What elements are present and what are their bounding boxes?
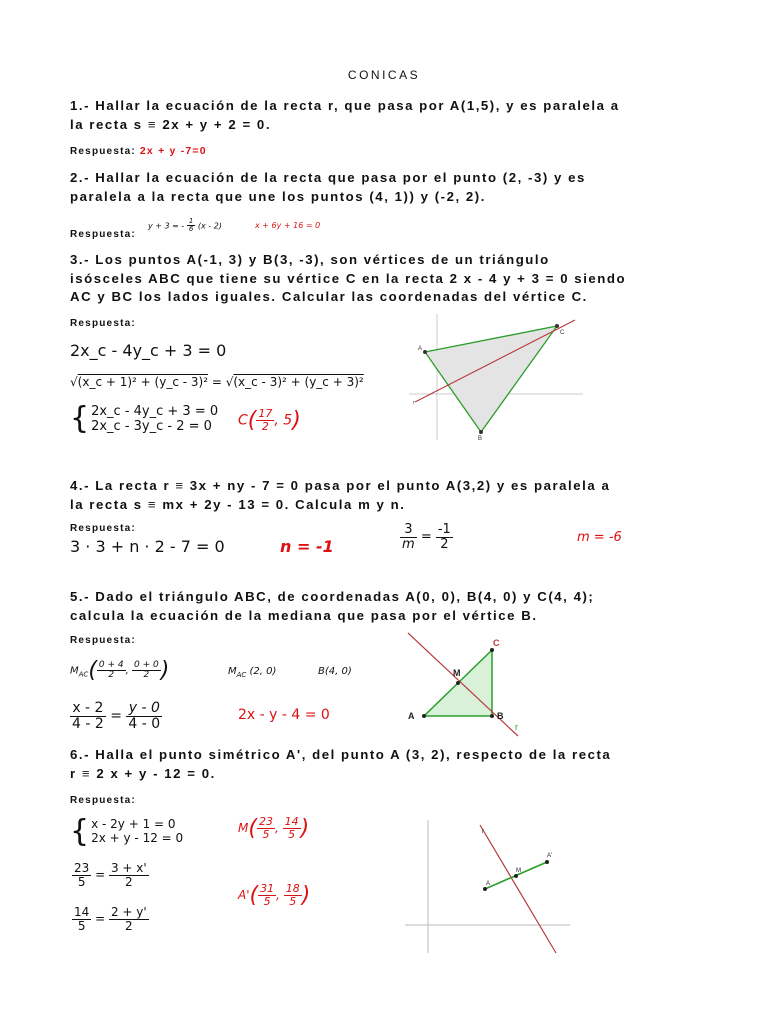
answer-3-sys2: 2x_c - 3y_c - 2 = 0 — [91, 419, 212, 434]
answer-4-m: m = -6 — [577, 530, 622, 545]
answer-2-value: x + 6y + 16 = 0 — [255, 221, 321, 230]
figure-6-point-m — [514, 874, 518, 878]
answer-1 — [70, 145, 207, 157]
answer-5-line-eq: $\frac{x - 2}{4 - 2}$ = $\frac{y - 0}{4 - 0}$ — [72, 700, 161, 732]
answer-6-value: A'( $\frac{31}{5}$ , $\frac{18}{5}$ ) — [238, 882, 311, 908]
question-1-line1: 1.- Hallar la ecuación de la recta r, que pasa por A(1,5), y es paralela a — [70, 98, 620, 113]
answer-4-n: n = -1 — [280, 537, 334, 556]
figure-5-label-c: C — [493, 638, 500, 648]
figure-3-label-c: C — [560, 330, 565, 336]
figure-5-triangle — [400, 630, 530, 740]
answer-4-eq1: 3 · 3 + n · 2 - 7 = 0 — [70, 537, 225, 556]
answer-6-system: { x - 2y + 1 = 0 2x + y - 12 = 0 — [70, 814, 184, 849]
question-6 — [70, 746, 710, 783]
question-1-line2: la recta s ≡ 2x + y + 2 = 0. — [70, 116, 272, 132]
figure-6-label-m: M — [516, 868, 521, 874]
figure-6-label-r: r — [482, 829, 484, 835]
answer-6-midpoint: M( $\frac{23}{5}$ , $\frac{14}{5}$ ) — [238, 815, 310, 841]
answer-6-eq-x: $\frac{23}{5}$ = $\frac{3 + x'}{2}$ — [74, 861, 147, 889]
question-1 — [70, 97, 710, 134]
answer-6-sys1: x - 2y + 1 = 0 — [91, 817, 176, 831]
answer-5-midpoint-value: $M_{AC}$ (2, 0) — [228, 666, 277, 679]
answer-3-sys1: 2x_c - 4y_c + 3 = 0 — [91, 404, 219, 419]
figure-6-label-a: A — [486, 881, 491, 887]
question-2 — [70, 169, 710, 206]
answer-3-value: C( $\frac{17}{2}$ , 5) — [238, 407, 301, 433]
figure-5-point-b — [490, 714, 494, 718]
respuesta-label: Respuesta: — [70, 318, 136, 329]
answer-5-midpoint: $M_{AC}$( $\frac{0 + 4}{2}$ , $\frac{0 + 0}{2}$ ) — [70, 658, 170, 683]
question-6-line1: 6.- Halla el punto simétrico A', del punto A (3, 2), respecto de la recta — [70, 747, 612, 762]
figure-3-label-r: r — [413, 400, 415, 406]
figure-3-label-b: B — [478, 436, 483, 442]
answer-4-proportion: $\frac{3}{m}$ = $\frac{-1}{2}$ — [402, 522, 451, 552]
answer-3-eq2: √(x_c + 1)² + (y_c - 3)² = √(x_c - 3)² + (y_c + 3)² — [70, 375, 364, 389]
answer-2-equation: y + 3 = - $\frac{1}{6}$ (x - 2) — [148, 217, 222, 234]
answer-3-system: { 2x_c - 4y_c + 3 = 0 2x_c - 3y_c - 2 = 0 — [70, 401, 219, 436]
question-4-line1: 4.- La recta r ≡ 3x + ny - 7 = 0 pasa por el punto A(3,2) y es paralela a — [70, 478, 611, 493]
figure-5-label-r: r — [515, 722, 518, 732]
question-5-line2: calcula la ecuación de la mediana que pasa por el vértice B. — [70, 607, 538, 623]
figure-3-label-a: A — [418, 346, 423, 352]
question-5-line1: 5.- Dado el triángulo ABC, de coordenadas A(0, 0), B(4, 0) y C(4, 4); — [70, 589, 595, 604]
question-6-line2: r ≡ 2 x + y - 12 = 0. — [70, 765, 216, 781]
figure-3-point-b — [479, 430, 483, 434]
question-3-line3: AC y BC los lados iguales. Calcular las coordenadas del vértice C. — [70, 289, 588, 304]
respuesta-label: Respuesta: — [70, 523, 136, 534]
answer-6-eq-y: $\frac{14}{5}$ = $\frac{2 + y'}{2}$ — [74, 905, 147, 933]
figure-5-point-c — [490, 648, 494, 652]
figure-3-point-c — [555, 324, 559, 328]
respuesta-label: Respuesta: — [70, 795, 136, 806]
figure-6-line-r — [480, 825, 556, 953]
question-2-line1: 2.- Hallar la ecuación de la recta que pasa por el punto (2, -3) y es — [70, 170, 586, 185]
figure-3-point-a — [423, 350, 427, 354]
question-3-line2: isósceles ABC que tiene su vértice C en la recta 2 x - 4 y + 3 = 0 siendo — [70, 270, 627, 286]
figure-6-label-a-prime: A' — [547, 853, 553, 859]
figure-3-triangle — [405, 314, 585, 444]
question-2-line2: paralela a la recta que une los puntos (4, 1)) y (-2, 2). — [70, 188, 486, 204]
page-title: CONICAS — [347, 68, 421, 82]
figure-5-point-m — [456, 681, 460, 685]
figure-5-label-m: M — [453, 668, 461, 678]
figure-5-point-a — [422, 714, 426, 718]
figure-5-label-b: B — [497, 711, 504, 721]
answer-6-sys2: 2x + y - 12 = 0 — [91, 831, 184, 845]
question-4-line2: la recta s ≡ mx + 2y - 13 = 0. Calcula m y n. — [70, 496, 406, 512]
answer-5-point-b: B(4, 0) — [318, 666, 352, 677]
question-3 — [70, 251, 710, 307]
question-5 — [70, 588, 710, 625]
figure-5-label-a: A — [408, 711, 415, 721]
figure-6-point-a — [483, 887, 487, 891]
respuesta-label: Respuesta: — [70, 229, 136, 240]
figure-6-point-a-prime — [545, 860, 549, 864]
respuesta-label: Respuesta: — [70, 635, 136, 646]
answer-1-value: 2x + y -7=0 — [139, 145, 207, 157]
question-3-line1: 3.- Los puntos A(-1, 3) y B(3, -3), son vértices de un triángulo — [70, 252, 550, 267]
answer-3-eq1: 2x_c - 4y_c + 3 = 0 — [70, 341, 227, 360]
respuesta-label: Respuesta: — [70, 146, 136, 157]
answer-5-value: 2x - y - 4 = 0 — [238, 707, 330, 723]
question-4 — [70, 477, 710, 514]
figure-6-reflection — [400, 815, 575, 955]
figure-3-triangle-shape — [425, 326, 557, 432]
